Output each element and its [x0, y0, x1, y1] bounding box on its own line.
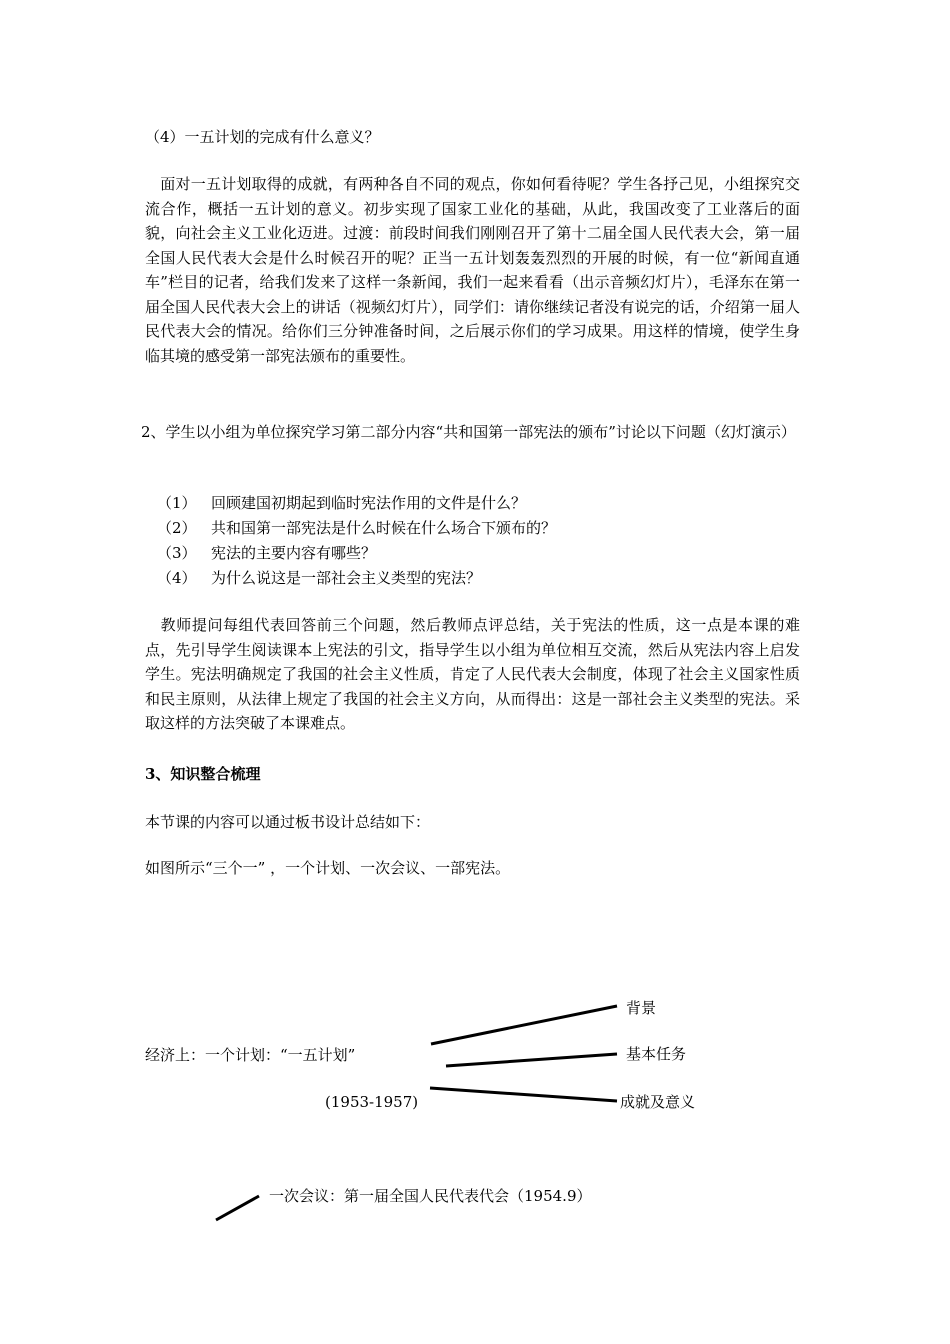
branch-basic-tasks: 基本任务 [626, 1045, 687, 1063]
question-number: （1） [157, 494, 197, 512]
meeting-label: 一次会议：第一届全国人民代表代会（1954.9） [269, 1187, 592, 1205]
branch-line-meeting [216, 1196, 259, 1220]
branch-line-tasks [446, 1054, 617, 1066]
section-3-heading: 3、知识整合梳理 [145, 765, 261, 783]
question-number: （3） [157, 544, 197, 562]
question-text: 为什么说这是一部社会主义类型的宪法？ [211, 569, 482, 587]
paragraph-constitution-nature: 教师提问每组代表回答前三个问题，然后教师点评总结，关于宪法的性质，这一点是本课的难点，先引导学生阅读课本上宪法的引文，指导学生以小组为单位相互交流，然后从宪法内容上启发学生。宪法明确规定了我国的社会主义性质，肯定了人民代表大会制度，体现了社会主义国家性质和民主原则，从法律上规定了我国的社会主义方向，从而得出：这是一部社会主义类型的宪法。采取这样的方法突破了本课难点。 [145, 616, 800, 732]
summary-intro: 本节课的内容可以通过板书设计总结如下： [145, 813, 431, 831]
branch-background: 背景 [626, 999, 657, 1017]
plan-years: (1953-1957) [325, 1093, 419, 1111]
question-text: 共和国第一部宪法是什么时候在什么场合下颁布的？ [211, 519, 557, 537]
paragraph-significance: 面对一五计划取得的成就，有两种各自不同的观点，你如何看待呢？学生各抒己见，小组探究交流合作，概括一五计划的意义。初步实现了国家工业化的基础，从此，我国改变了工业落后的面貌，向社会主义工业化迈进。过渡：前段时间我们刚刚召开了第十二届全国人民代表大会，第一届全国人民代表大会是什么时候召开的呢？正当一五计划轰轰烈烈的开展的时候，有一位“新闻直通车”栏目的记者，给我们发来了这样一条新闻，我们一起来看看（出示音频幻灯片），毛泽东在第一届全国人民代表大会上的讲话（视频幻灯片），同学们：请你继续记者没有说完的话，介绍第一届人民代表大会的情况。给你们三分钟准备时间，之后展示你们的学习成果。用这样的情境，使学生身临其境的感受第一部宪法颁布的重要性。 [145, 175, 800, 365]
question-number: （4） [157, 569, 197, 587]
summary-three-ones: 如图所示“三个一” ，一个计划、一次会议、一部宪法。 [145, 859, 511, 877]
question-number: （2） [157, 519, 197, 537]
question-text: 宪法的主要内容有哪些？ [211, 544, 377, 562]
section-2-heading: 2、学生以小组为单位探究学习第二部分内容“共和国第一部宪法的颁布”讨论以下问题（幻灯演示） [141, 423, 796, 441]
question-4-heading: （4）一五计划的完成有什么意义？ [145, 128, 380, 146]
economy-plan-label: 经济上：一个计划：“一五计划” [145, 1046, 356, 1064]
question-text: 回顾建国初期起到临时宪法作用的文件是什么？ [211, 494, 527, 512]
branch-achievements: 成就及意义 [620, 1093, 696, 1111]
branch-line-background [431, 1006, 617, 1044]
branch-line-achievements [430, 1088, 617, 1101]
